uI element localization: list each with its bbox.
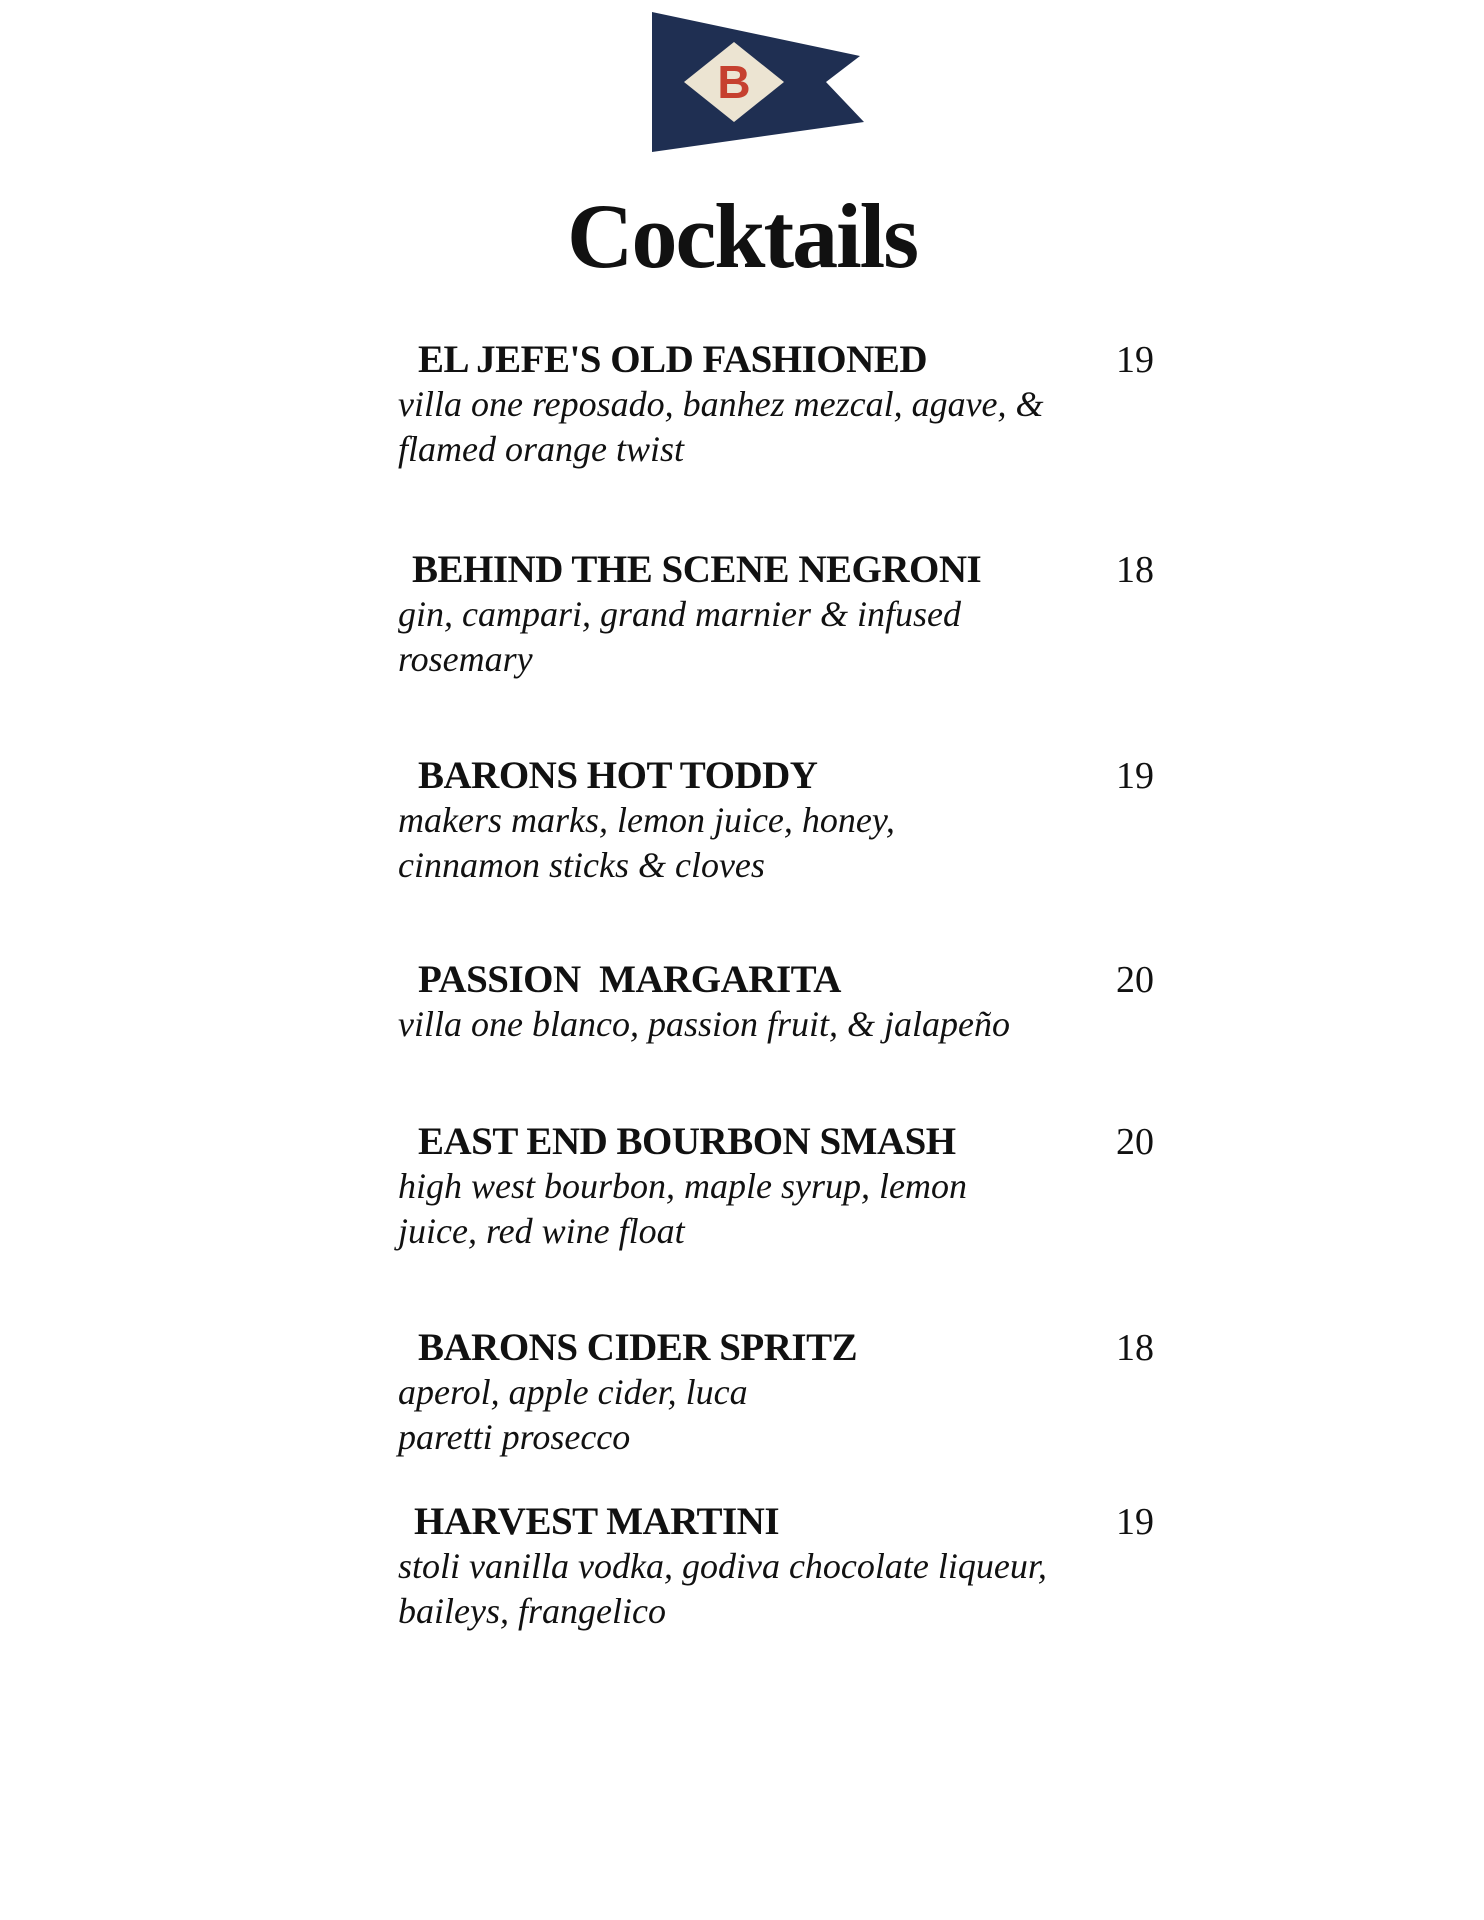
item-description: stoli vanilla vodka, godiva chocolate liqueur, baileys, frangelico xyxy=(398,1546,1047,1631)
item-description: villa one reposado, banhez mezcal, agave, & flamed orange twist xyxy=(398,384,1044,469)
item-name: BARONS HOT TODDY xyxy=(418,754,818,797)
item-description: high west bourbon, maple syrup, lemon juice, red wine float xyxy=(398,1166,967,1251)
item-description: villa one blanco, passion fruit, & jalapeño xyxy=(398,1004,1010,1044)
item-price: 18 xyxy=(1116,549,1154,591)
page-title: Cocktails xyxy=(567,185,917,287)
item-name: BEHIND THE SCENE NEGRONI xyxy=(412,548,982,591)
item-description: makers marks, lemon juice, honey, cinnamon sticks & cloves xyxy=(398,800,895,885)
item-name: PASSION MARGARITA xyxy=(418,958,841,1001)
item-price: 18 xyxy=(1116,1327,1154,1369)
item-name: EAST END BOURBON SMASH xyxy=(418,1120,956,1163)
item-description: aperol, apple cider, luca paretti prosecco xyxy=(398,1372,748,1457)
item-description: gin, campari, grand marnier & infused rosemary xyxy=(398,594,961,679)
item-price: 19 xyxy=(1116,755,1154,797)
logo-letter: B xyxy=(717,56,751,108)
item-name: BARONS CIDER SPRITZ xyxy=(418,1326,858,1369)
item-name: HARVEST MARTINI xyxy=(414,1500,780,1543)
item-price: 19 xyxy=(1116,339,1154,381)
item-name: EL JEFE'S OLD FASHIONED xyxy=(418,338,927,381)
item-price: 20 xyxy=(1116,959,1154,1001)
item-price: 19 xyxy=(1116,1501,1154,1543)
item-price: 20 xyxy=(1116,1121,1154,1163)
